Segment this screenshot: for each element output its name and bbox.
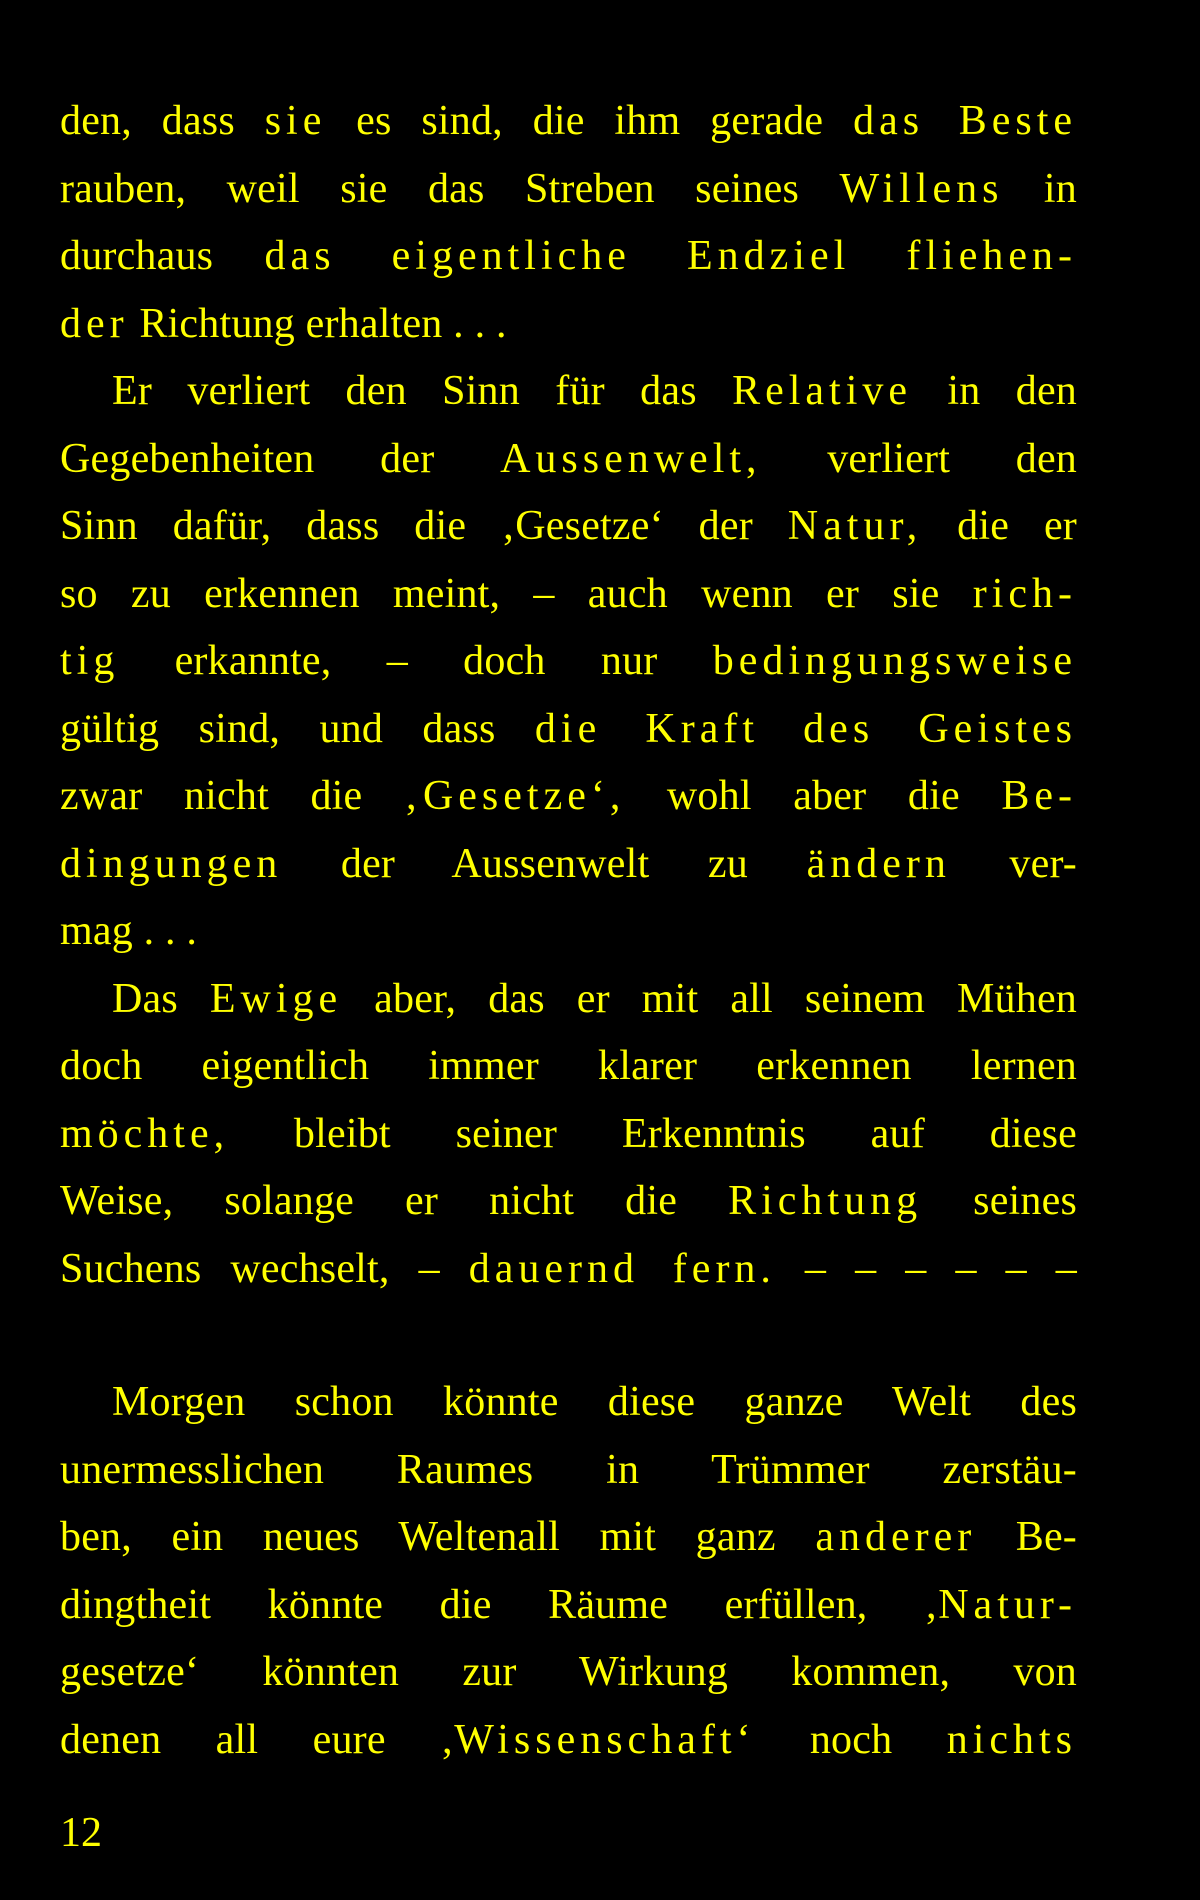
text-line — [60, 1437, 1077, 1505]
text-segment: Gegebenheiten der — [60, 435, 501, 482]
text-segment: Morgen schon könnte diese ganze Welt des — [112, 1379, 1077, 1425]
paragraph — [60, 358, 1077, 966]
text-line — [60, 1707, 1077, 1775]
text-segment: rauben, weil sie das Streben seines — [60, 165, 840, 212]
text-segment: durchaus — [60, 233, 265, 279]
text-line — [60, 966, 1077, 1034]
text-line — [60, 493, 1077, 561]
text-segment: zwar nicht die — [60, 773, 404, 819]
text-segment: Sinn dafür, dass die ‚Gesetze‘ der — [60, 503, 788, 549]
spaced-text-segment: das eigentliche Endziel fliehen- — [264, 233, 1077, 279]
spaced-text-segment: die Kraft des Geistes — [534, 705, 1077, 752]
text-segment: ver- — [950, 840, 1077, 887]
text-segment: den, dass — [60, 98, 265, 144]
spaced-text-segment: rich- — [972, 570, 1077, 617]
text-segment: Be- — [976, 1514, 1077, 1560]
text-segment: ben, ein neues Weltenall mit ganz — [60, 1514, 816, 1560]
spaced-text-segment: ändern — [806, 840, 951, 887]
text-segment: gesetze‘ könnten zur Wirkung kommen, von — [60, 1649, 1077, 1695]
text-segment: so zu erkennen meint, – auch wenn er sie — [60, 570, 973, 617]
text-segment: Das — [112, 975, 210, 1022]
text-segment: bleibt seiner Erkenntnis auf diese — [229, 1110, 1077, 1157]
text-segment: aber, das er mit all seinem Mühen — [342, 975, 1077, 1022]
text-line — [60, 1369, 1077, 1437]
text-segment: – – – – – – — [775, 1245, 1077, 1292]
spaced-text-segment: Ewige — [209, 975, 343, 1022]
text-segment: in — [1003, 165, 1077, 212]
text-segment: die er — [922, 503, 1077, 549]
text-line — [60, 628, 1077, 696]
text-segment: doch eigentlich immer klarer erkennen lernen — [60, 1043, 1077, 1089]
spaced-text-segment: sie — [264, 98, 327, 144]
text-segment: der Aussenwelt zu — [282, 840, 807, 887]
text-line — [60, 1504, 1077, 1572]
text-line — [60, 696, 1077, 764]
spaced-text-segment: möchte, — [60, 1110, 230, 1157]
text-segment: Er verliert den Sinn für das — [112, 368, 733, 414]
text-line — [60, 1033, 1077, 1101]
text-line — [60, 1168, 1077, 1236]
text-segment: verliert den — [761, 435, 1077, 482]
text-segment: dingtheit könnte die Räume erfüllen, ‚ — [60, 1581, 939, 1628]
paragraph — [60, 1369, 1077, 1774]
text-line — [60, 898, 1077, 966]
text-segment: in den — [912, 368, 1077, 414]
text-segment: mag . . . — [60, 908, 198, 954]
text-segment: denen all eure ‚ — [60, 1716, 455, 1763]
text-segment: seines — [922, 1178, 1077, 1224]
spaced-text-segment: Aussenwelt, — [500, 435, 762, 482]
text-line — [60, 426, 1077, 494]
text-line — [60, 156, 1077, 224]
paragraph — [60, 88, 1077, 358]
spaced-text-segment: Willens — [839, 165, 1004, 212]
spaced-text-segment: dingungen — [60, 840, 283, 887]
text-segment: es sind, die ihm gerade — [326, 98, 854, 144]
text-line — [60, 561, 1077, 629]
page-number: 12 — [60, 1810, 102, 1856]
text-line — [60, 1639, 1077, 1707]
text-segment: gültig sind, und dass — [60, 705, 535, 752]
text-line — [60, 1101, 1077, 1169]
text-line — [60, 358, 1077, 426]
spaced-text-segment: Wissenschaft‘ — [454, 1716, 756, 1763]
text-segment: Weise, solange er nicht die — [60, 1178, 729, 1224]
text-segment: Richtung erhalten . . . — [128, 300, 507, 347]
spaced-text-segment: anderer — [815, 1514, 977, 1560]
spaced-text-segment: Richtung — [728, 1178, 923, 1224]
text-line — [60, 763, 1077, 831]
spaced-text-segment: dauernd fern. — [468, 1245, 776, 1292]
spaced-text-segment: Natur- — [938, 1581, 1077, 1628]
spaced-text-segment: Natur, — [787, 503, 923, 549]
spaced-text-segment: der — [60, 300, 129, 347]
spaced-text-segment: Relative — [732, 368, 913, 414]
text-line — [60, 1572, 1077, 1640]
spaced-text-segment: ‚Gesetze‘, — [403, 773, 626, 819]
spaced-text-segment: tig — [60, 638, 120, 684]
spaced-text-segment: das Beste — [853, 98, 1078, 144]
paragraph — [60, 966, 1077, 1304]
spaced-text-segment: nichts — [946, 1716, 1078, 1763]
text-segment: unermesslichen Raumes in Trümmer zerstäu- — [60, 1446, 1077, 1493]
spaced-text-segment: Be- — [1001, 773, 1077, 819]
text-segment: Suchens wechselt, – — [60, 1245, 469, 1292]
text-line — [60, 831, 1077, 899]
text-line — [60, 1236, 1077, 1304]
text-segment: noch — [755, 1716, 947, 1763]
paragraph-gap — [60, 1303, 1077, 1369]
spaced-text-segment: bedingungsweise — [712, 638, 1077, 684]
text-line — [60, 291, 1077, 359]
text-segment: wohl aber die — [625, 773, 1002, 819]
page-text-body — [60, 88, 1077, 1774]
text-segment: erkannte, – doch nur — [119, 638, 713, 684]
text-line — [60, 223, 1077, 291]
text-line — [60, 88, 1077, 156]
